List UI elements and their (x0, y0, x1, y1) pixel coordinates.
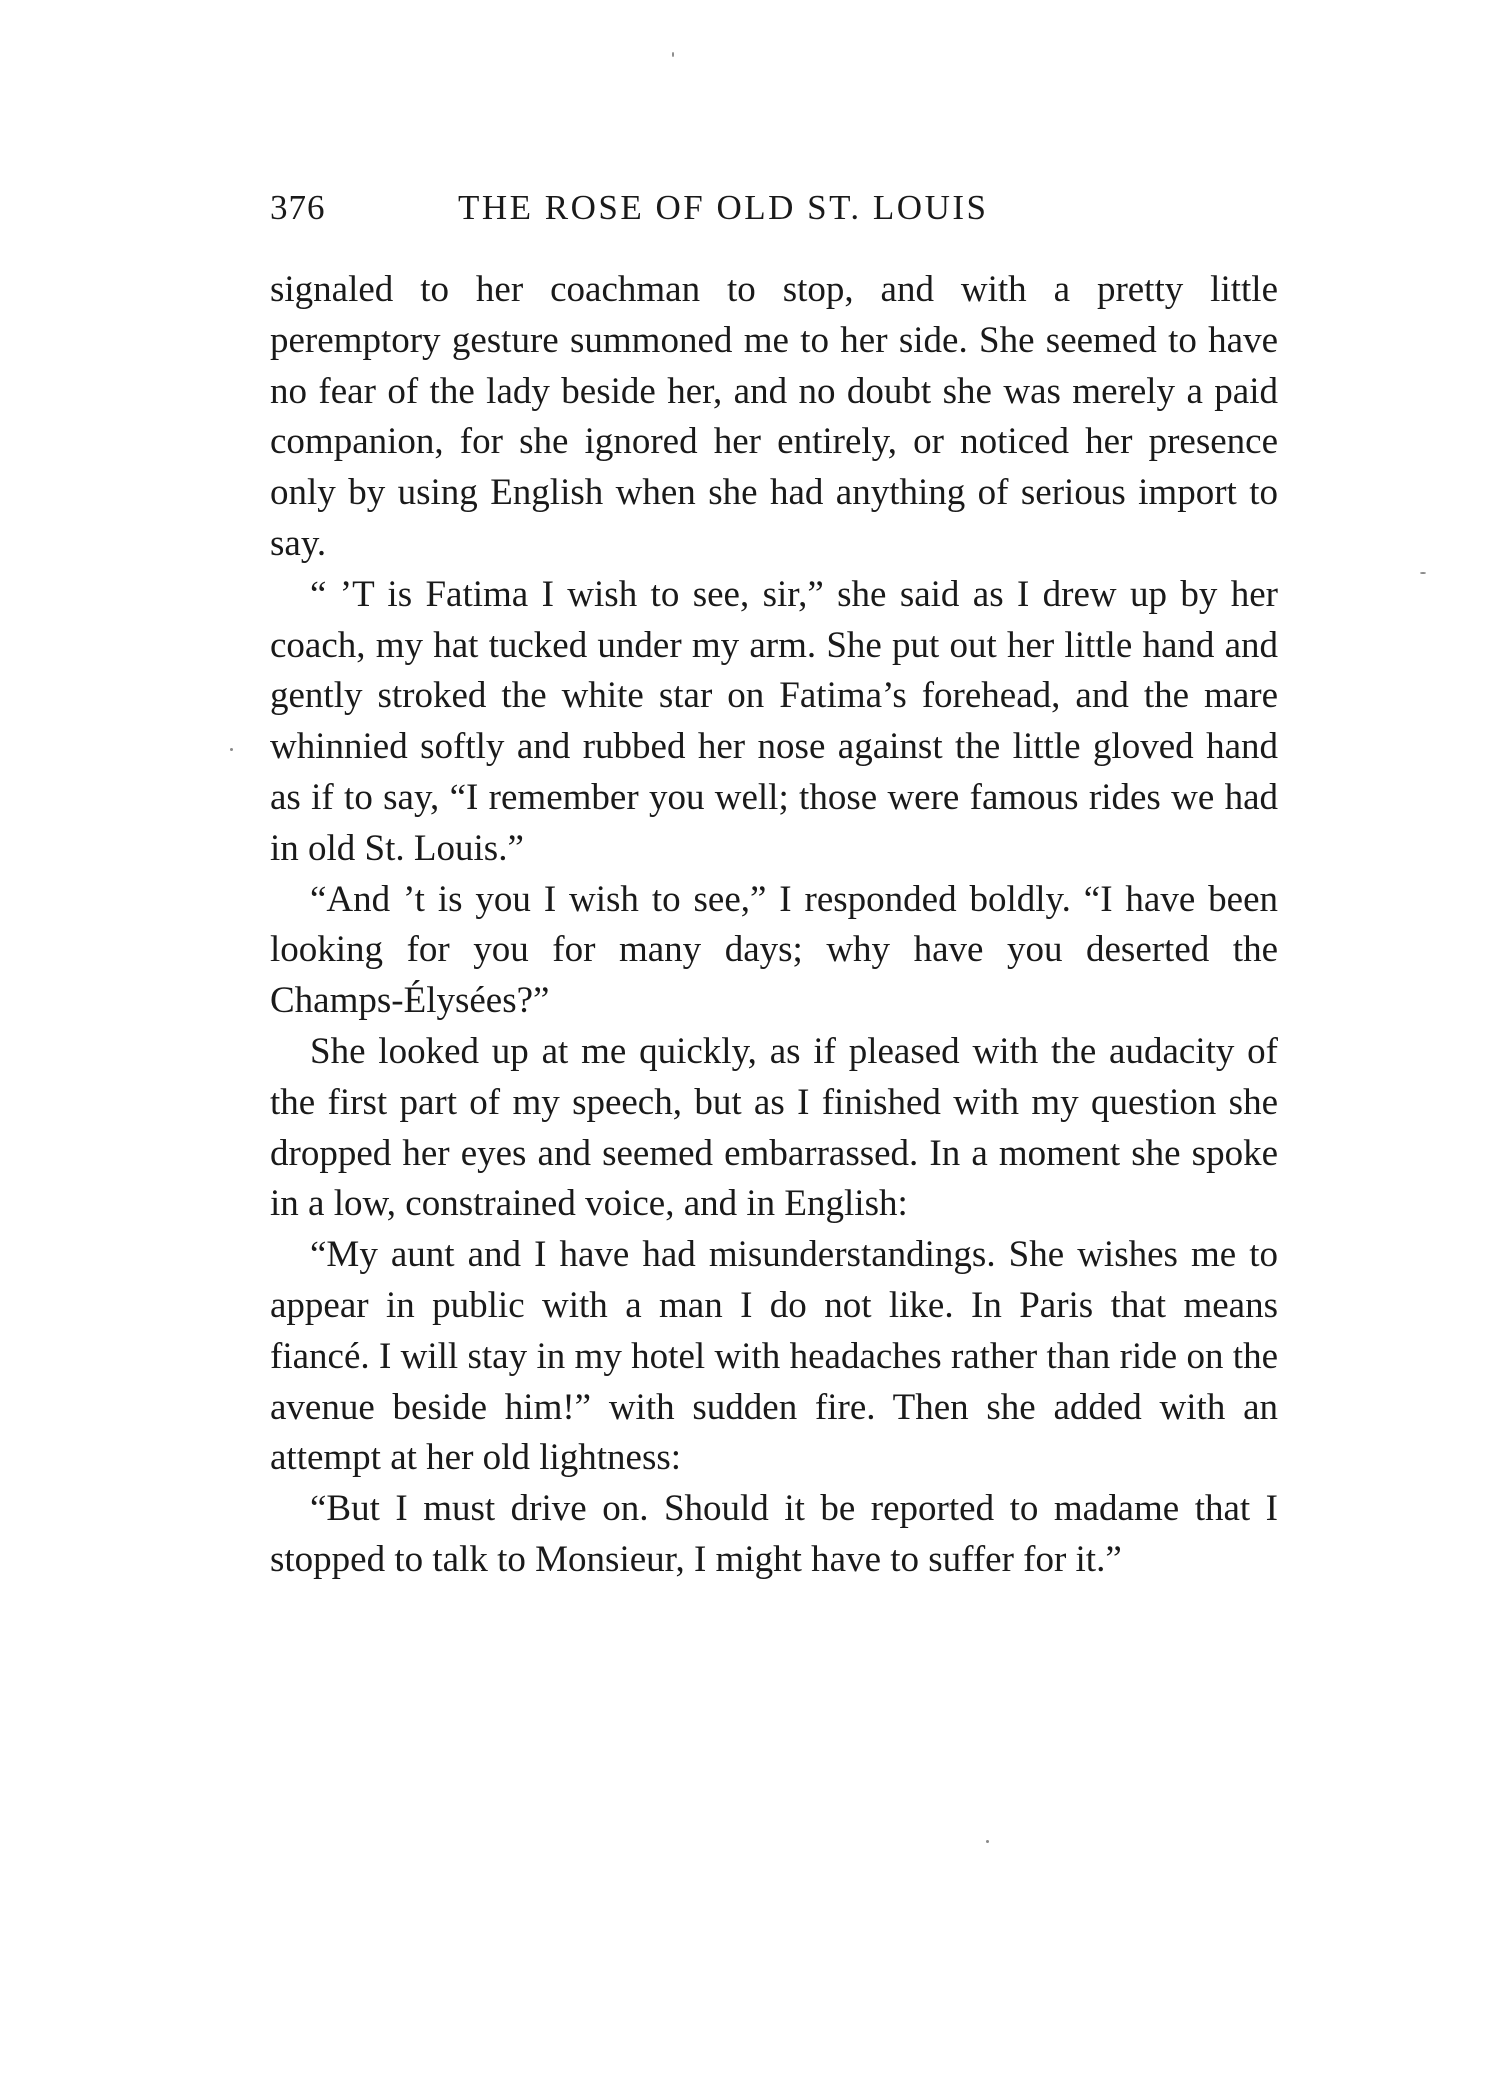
scan-speck (230, 748, 233, 751)
scan-speck (672, 52, 674, 57)
scan-speck (1420, 572, 1426, 574)
running-head (270, 188, 1280, 238)
paragraph-6: “But I must drive on. Should it be reported to madame that I stopped to talk to Monsieur, I might have to suffer for it.” (270, 1488, 1278, 1580)
page-number: 376 (270, 188, 326, 227)
paragraph-5: “My aunt and I have had misunderstandings. She wishes me to appear in public with a man I do not like. In Paris that means fiancé. I will stay in my hotel with headaches rather than ride on the avenue beside him!” with sudden fire. Then she added with an attempt at her old lightness: (270, 1234, 1278, 1479)
body-text (270, 265, 1278, 1586)
paragraph-2: “ ’T is Fatima I wish to see, sir,” she said as I drew up by her coach, my hat tucked under my arm. She put out her little hand and gently stroked the white star on Fatima’s forehead, and the mare whinnied softly and rubbed her nose against the little gloved hand as if to say, “I remember you well; those were famous rides we had in old St. Louis.” (270, 573, 1278, 869)
paragraph-4: She looked up at me quickly, as if pleased with the audacity of the first part of my speech, but as I finished with my question she dropped her eyes and seemed embarrassed. In a moment she spoke in a low, constrained voice, and in English: (270, 1030, 1278, 1225)
paragraph-3: “And ’t is you I wish to see,” I responded boldly. “I have been looking for you for many days; why have you deserted the Champs-Élysées?” (270, 878, 1278, 1022)
paragraph-1: signaled to her coachman to stop, and with a pretty little peremptory gesture summoned me to her side. She seemed to have no fear of the lady beside her, and no doubt she was merely a paid companion, for she ignored her entirely, or noticed her presence only by using English when she had anything of serious import to say. (270, 269, 1278, 564)
scan-speck (986, 1840, 989, 1843)
running-title: THE ROSE OF OLD ST. LOUIS (458, 188, 989, 227)
